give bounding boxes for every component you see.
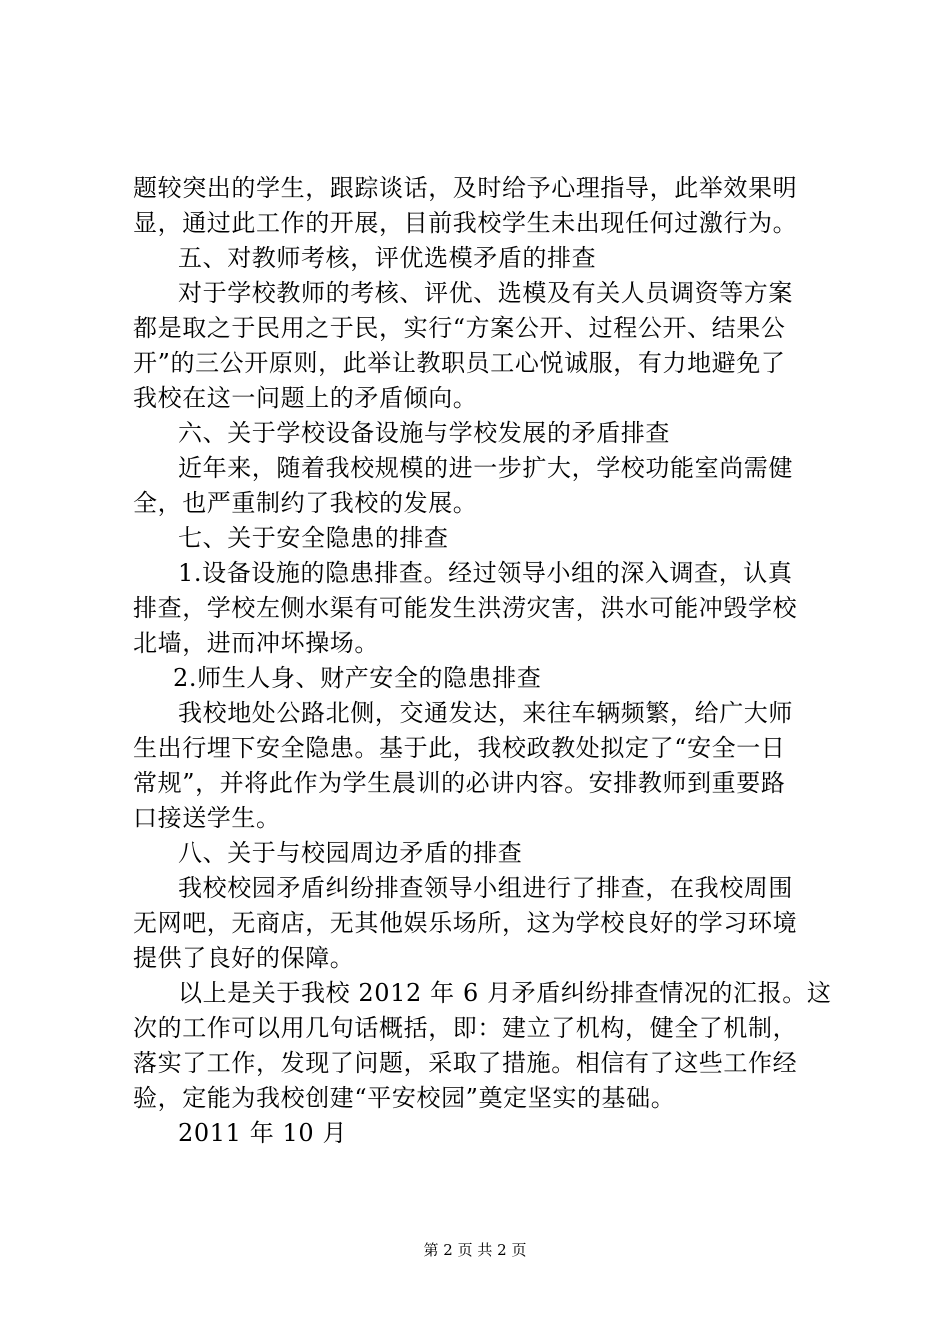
text-line: 口接送学生。 (133, 804, 281, 832)
text-line: 八、关于与校园周边矛盾的排查 (178, 839, 523, 867)
text-line: 全，也严重制约了我校的发展。 (133, 489, 478, 517)
text-line: 无网吧，无商店，无其他娱乐场所，这为学校良好的学习环境 (133, 909, 798, 937)
text-line: 显，通过此工作的开展，目前我校学生未出现任何过激行为。 (133, 209, 798, 237)
text-line: 都是取之于民用之于民，实行“方案公开、过程公开、结果公 (133, 314, 786, 342)
text-line: 2011 年 10 月 (178, 1119, 348, 1147)
text-line: 验，定能为我校创建“平安校园”奠定坚实的基础。 (133, 1084, 676, 1112)
text-line: 五、对教师考核，评优选模矛盾的排查 (178, 244, 597, 272)
text-line: 1.设备设施的隐患排查。经过领导小组的深入调查，认真 (178, 559, 793, 587)
text-line: 常规”，并将此作为学生晨训的必讲内容。安排教师到重要路 (133, 769, 786, 797)
text-line: 我校地处公路北侧，交通发达，来往车辆频繁，给广大师 (178, 699, 793, 727)
text-line: 近年来，随着我校规模的进一步扩大，学校功能室尚需健 (178, 454, 793, 482)
text-line: 2.师生人身、财产安全的隐患排查 (173, 664, 542, 692)
text-line: 提供了良好的保障。 (133, 944, 355, 972)
page-footer: 第 2 页 共 2 页 (423, 1241, 527, 1259)
text-line: 开”的三公开原则，此举让教职员工心悦诚服，有力地避免了 (133, 349, 786, 377)
text-line: 落实了工作，发现了问题，采取了措施。相信有了这些工作经 (133, 1049, 798, 1077)
text-line: 生出行埋下安全隐患。基于此，我校政教处拟定了“安全一日 (133, 734, 786, 762)
text-line: 次的工作可以用几句话概括，即：建立了机构，健全了机制， (133, 1014, 798, 1042)
text-line: 以上是关于我校 2012 年 6 月矛盾纠纷排查情况的汇报。这 (178, 979, 832, 1007)
document-body (133, 171, 833, 1151)
text-line: 北墙，进而冲坏操场。 (133, 629, 379, 657)
text-line: 七、关于安全隐患的排查 (178, 524, 449, 552)
text-line: 排查，学校左侧水渠有可能发生洪涝灾害，洪水可能冲毁学校 (133, 594, 798, 622)
text-line: 六、关于学校设备设施与学校发展的矛盾排查 (178, 419, 670, 447)
text-line: 我校校园矛盾纠纷排查领导小组进行了排查，在我校周围 (178, 874, 793, 902)
text-line: 对于学校教师的考核、评优、选模及有关人员调资等方案 (178, 279, 793, 307)
text-line: 我校在这一问题上的矛盾倾向。 (133, 384, 478, 412)
text-line: 题较突出的学生，跟踪谈话，及时给予心理指导，此举效果明 (133, 174, 798, 202)
